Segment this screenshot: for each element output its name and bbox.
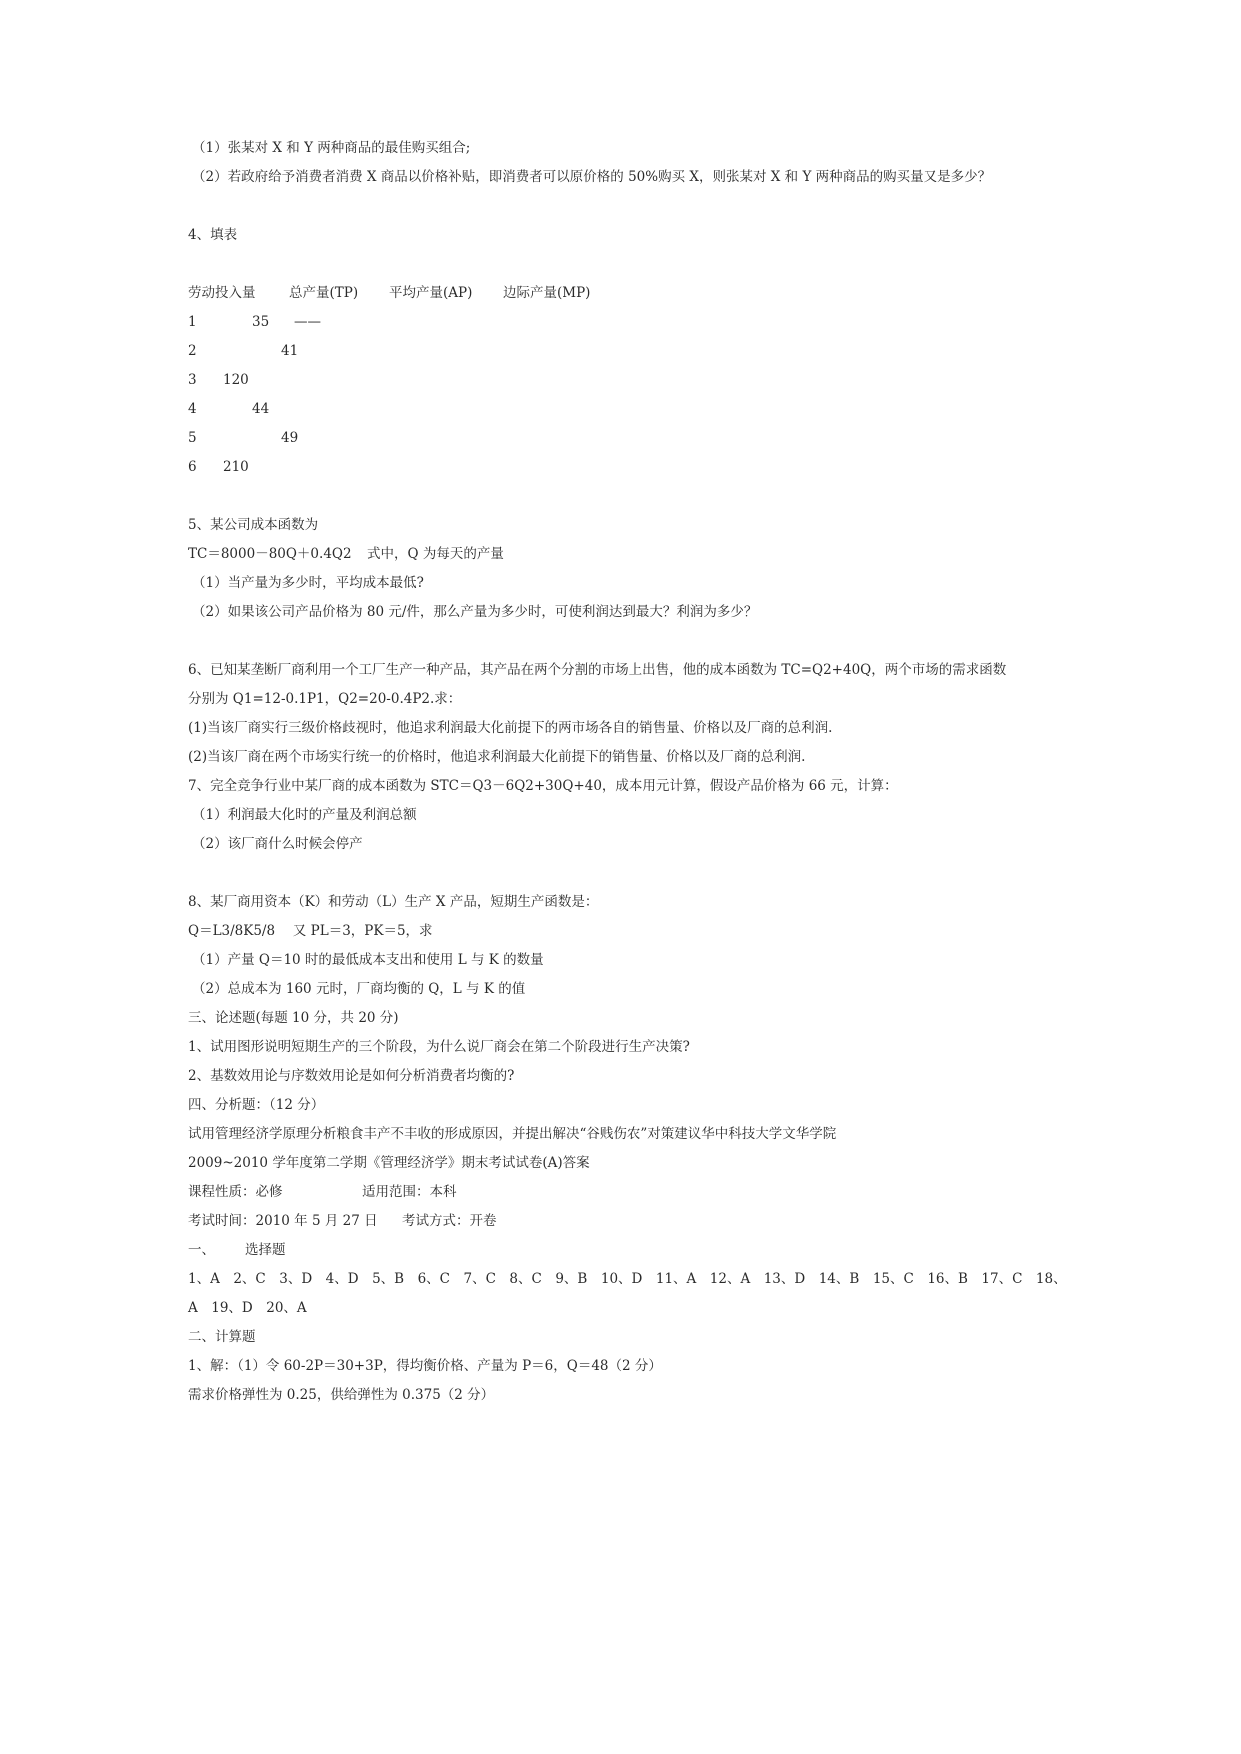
q5-formula-note: 式中，Q 为每天的产量	[367, 546, 504, 562]
q7-subquestion-1: （1）利润最大化时的产量及利润总额	[192, 807, 417, 823]
course-scope: 适用范围：本科	[362, 1184, 457, 1200]
section-3-title: 三、论述题(每题 10 分，共 20 分)	[188, 1010, 399, 1026]
table-cell: 6	[188, 459, 197, 475]
calc-answer-line-2: 需求价格弹性为 0.25，供给弹性为 0.375（2 分）	[188, 1387, 495, 1403]
table-cell: 49	[281, 430, 299, 446]
section-3-question-1: 1、试用图形说明短期生产的三个阶段，为什么说厂商会在第二个阶段进行生产决策?	[188, 1039, 690, 1055]
answer-section-1-title: 选择题	[245, 1242, 286, 1258]
q8-subquestion-2: （2）总成本为 160 元时，厂商均衡的 Q，L 与 K 的值	[192, 981, 526, 997]
q6-subquestion-2: (2)当该厂商在两个市场实行统一的价格时，他追求利润最大化前提下的销售量、价格以及厂商的总利润.	[188, 749, 806, 765]
q4-title: 4、填表	[188, 227, 238, 243]
exam-time: 考试时间：2010 年 5 月 27 日	[188, 1213, 378, 1229]
q3-subquestion-2: （2）若政府给予消费者消费 X 商品以价格补贴，即消费者可以原价格的 50%购买 X，则张某对 X 和 Y 两种商品的购买量又是多少？	[192, 169, 992, 185]
section-4-title: 四、分析题：（12 分）	[188, 1097, 325, 1113]
q3-subquestion-1: （1）张某对 X 和 Y 两种商品的最佳购买组合;	[192, 140, 471, 156]
q8-text-line-2: Q＝L3/8K5/8 又 PL＝3，PK＝5，求	[188, 923, 433, 939]
exam-mode: 考试方式：开卷	[402, 1213, 497, 1229]
table-header-labor: 劳动投入量	[188, 285, 256, 301]
table-cell: 1	[188, 314, 197, 330]
table-cell: 35	[252, 314, 270, 330]
table-header-mp: 边际产量(MP)	[503, 285, 591, 301]
choice-answers-line-1: 1、A 2、C 3、D 4、D 5、B 6、C 7、C 8、C 9、B 10、D 11、A 12、A 13、D 14、B 15、C 16、B 17、C 18、	[188, 1271, 1067, 1287]
table-cell: 4	[188, 401, 197, 417]
table-cell: ——	[294, 314, 321, 330]
table-cell: 5	[188, 430, 197, 446]
table-header-tp: 总产量(TP)	[289, 285, 359, 301]
section-3-question-2: 2、基数效用论与序数效用论是如何分析消费者均衡的?	[188, 1068, 515, 1084]
table-cell: 120	[223, 372, 249, 388]
answer-section-1-number: 一、	[188, 1242, 215, 1258]
answer-key-title: 2009~2010 学年度第二学期《管理经济学》期末考试试卷(A)答案	[188, 1155, 590, 1171]
q8-text-line-1: 8、某厂商用资本（K）和劳动（L）生产 X 产品，短期生产函数是：	[188, 894, 599, 910]
q6-text-line-1: 6、已知某垄断厂商利用一个工厂生产一种产品，其产品在两个分割的市场上出售，他的成本函数为 TC=Q2+40Q，两个市场的需求函数	[188, 662, 1007, 678]
q5-title: 5、某公司成本函数为	[188, 517, 319, 533]
table-cell: 41	[281, 343, 299, 359]
q5-formula: TC＝8000－80Q＋0.4Q2	[188, 546, 352, 562]
q7-text: 7、完全竞争行业中某厂商的成本函数为 STC＝Q3－6Q2+30Q+40，成本用元计算，假设产品价格为 66 元，计算：	[188, 778, 898, 794]
table-cell: 44	[252, 401, 270, 417]
q6-subquestion-1: (1)当该厂商实行三级价格歧视时，他追求利润最大化前提下的两市场各自的销售量、价格以及厂商的总利润.	[188, 720, 833, 736]
table-cell: 210	[223, 459, 249, 475]
table-cell: 2	[188, 343, 197, 359]
course-nature: 课程性质：必修	[188, 1184, 283, 1200]
q6-text-line-2: 分别为 Q1=12-0.1P1，Q2=20-0.4P2.求：	[188, 691, 462, 707]
section-4-question: 试用管理经济学原理分析粮食丰产不丰收的形成原因，并提出解决“谷贱伤农”对策建议华中科技大学文华学院	[188, 1126, 837, 1142]
answer-section-2-title: 二、计算题	[188, 1329, 256, 1345]
q5-subquestion-2: （2）如果该公司产品价格为 80 元/件，那么产量为多少时，可使利润达到最大？利润为多少？	[192, 604, 758, 620]
calc-answer-line-1: 1、解：（1）令 60-2P＝30+3P，得均衡价格、产量为 P＝6，Q＝48（2 分）	[188, 1358, 662, 1374]
choice-answers-line-2: A 19、D 20、A	[188, 1300, 307, 1316]
q8-subquestion-1: （1）产量 Q＝10 时的最低成本支出和使用 L 与 K 的数量	[192, 952, 544, 968]
table-cell: 3	[188, 372, 197, 388]
table-header-ap: 平均产量(AP)	[389, 285, 473, 301]
q5-subquestion-1: （1）当产量为多少时，平均成本最低?	[192, 575, 424, 591]
q7-subquestion-2: （2）该厂商什么时候会停产	[192, 836, 363, 852]
